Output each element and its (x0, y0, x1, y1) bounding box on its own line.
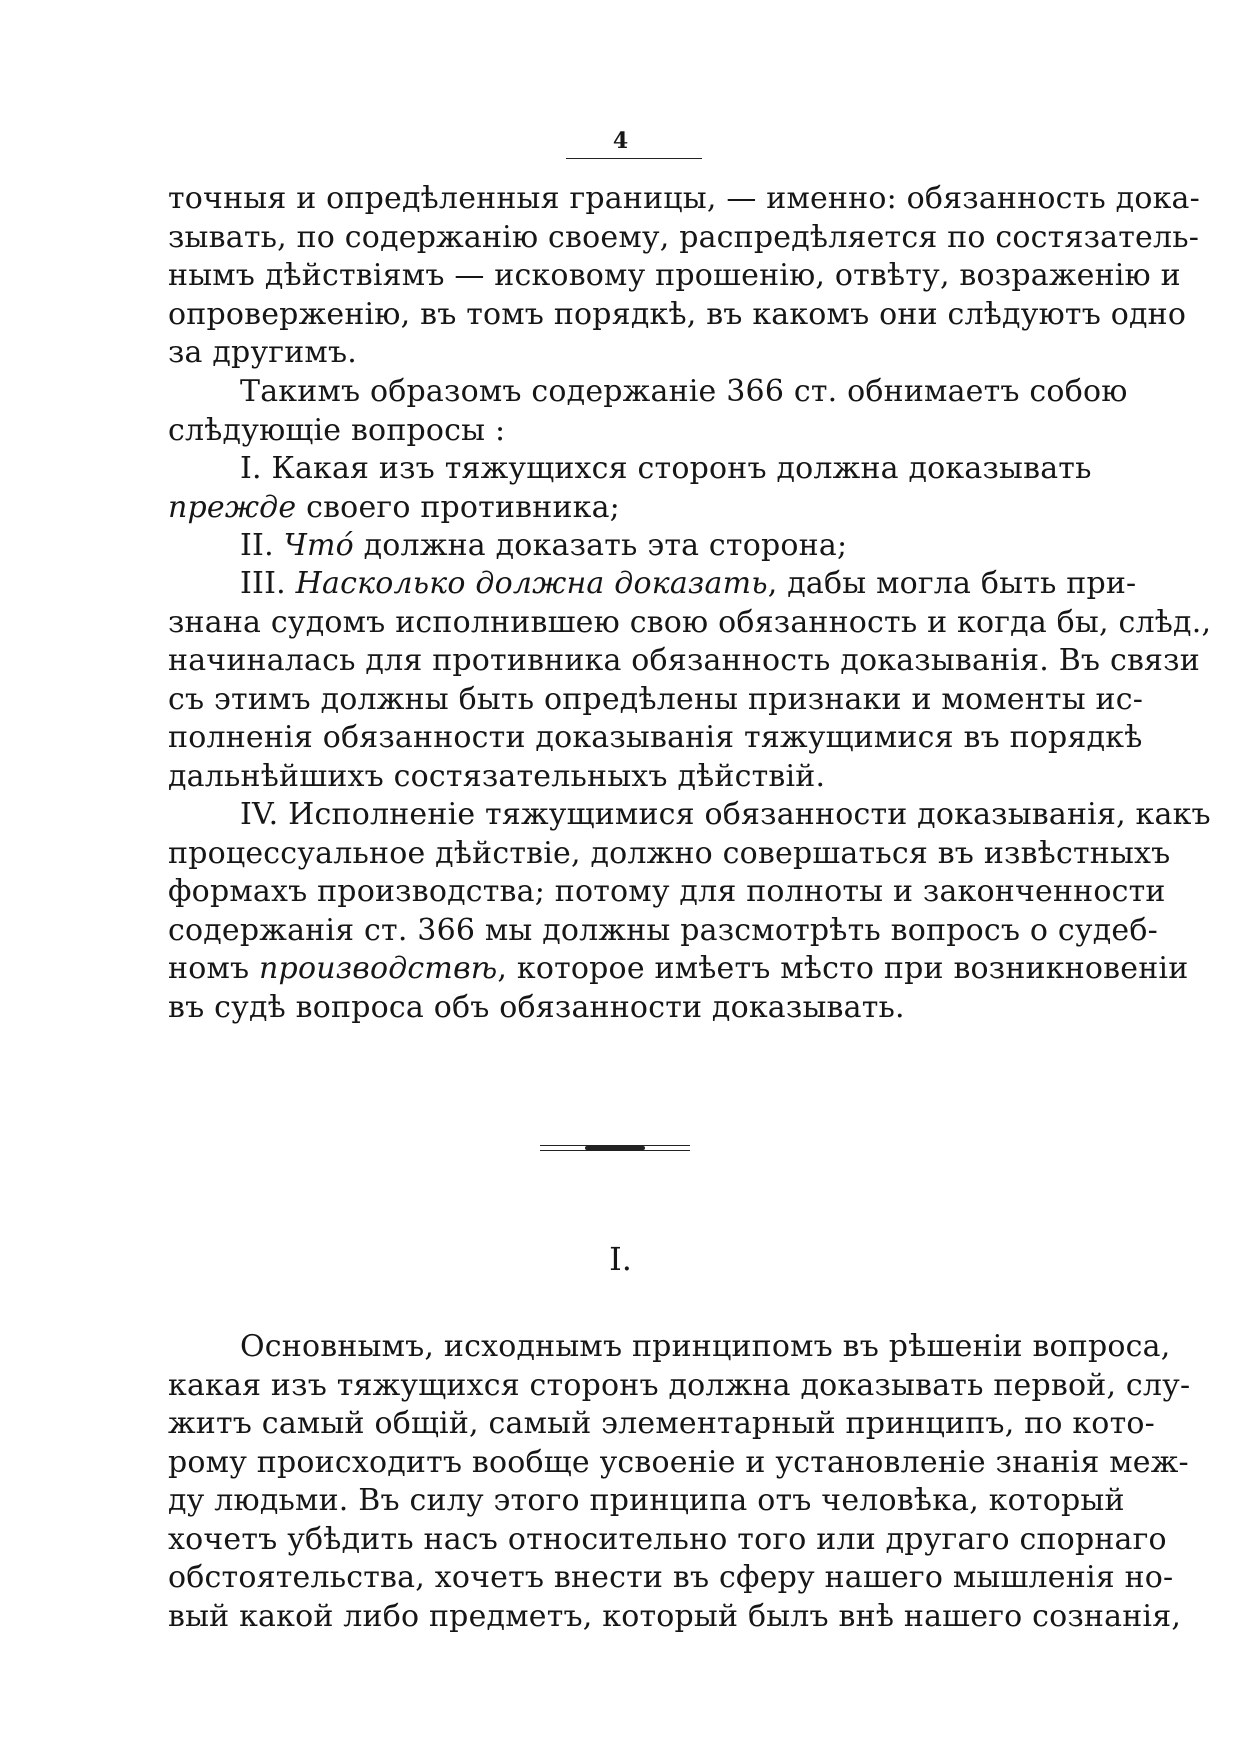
text-fragment: , дабы могла быть при- (767, 566, 1137, 601)
page-number-rule (566, 158, 702, 159)
text-line: за другимъ. (168, 335, 357, 370)
text-line: IV. Исполненіе тяжущимися обязанности доказыванія, какъ (240, 797, 1211, 832)
text-line: содержанія ст. 366 мы должны разсмотрѣть вопросъ о судеб- (168, 912, 1158, 948)
text-fragment: , которое имѣетъ мѣсто при возникновеніи (497, 951, 1189, 986)
text-fragment: номъ (168, 951, 260, 986)
text-line: дальнѣйшихъ состязательныхъ дѣйствій. (168, 758, 826, 794)
separator-rule (540, 1150, 690, 1151)
text-line: слѣдующіе вопросы : (168, 412, 506, 448)
text-line: вый какой либо предметъ, который былъ внѣ нашего сознанія, (168, 1598, 1182, 1634)
text-line: полненія обязанности доказыванія тяжущимися въ порядкѣ (168, 720, 1143, 755)
text-line (168, 565, 1137, 604)
emphasis: Что́ (283, 528, 354, 563)
emphasis: производствѣ (259, 951, 498, 986)
text-line: зывать, по содержанію своему, распредѣляется по состязатель- (168, 219, 1200, 255)
emphasis: Насколько должна доказать (295, 566, 768, 601)
section-separator (540, 1145, 690, 1153)
text-fragment: II. (240, 528, 284, 563)
text-line: рому происходитъ вообще усвоеніе и установленіе знанія меж- (168, 1444, 1189, 1480)
text-line: ду людьми. Въ силу этого принципа отъ человѣка, который (168, 1483, 1125, 1518)
section-paragraph (168, 1328, 1191, 1636)
text-fragment: своего противника; (296, 489, 620, 525)
text-line: точныя и опредѣленныя границы, — именно: обязанность дока- (168, 181, 1200, 216)
text-line: процессуальное дѣйствіе, должно совершаться въ извѣстныхъ (168, 835, 1171, 871)
text-line (168, 489, 1088, 528)
text-line (168, 950, 1189, 989)
text-line: опроверженію, въ томъ порядкѣ, въ какомъ они слѣдуютъ одно (168, 296, 1187, 332)
question-item-3 (168, 565, 1212, 796)
section-heading: I. (609, 1240, 632, 1278)
text-fragment: III. (240, 566, 296, 601)
text-line: I. Какая изъ тяжущихся сторонъ должна доказывать (240, 451, 1092, 486)
text-line: какая изъ тяжущихся сторонъ должна доказывать первой, слу- (168, 1367, 1191, 1403)
text-line: съ этимъ должны быть опредѣлены признаки и моменты ис- (168, 681, 1144, 717)
text-line: обстоятельства, хочетъ внести въ сферу нашего мышленія но- (168, 1560, 1174, 1595)
question-item-2 (168, 527, 1088, 566)
page-number: 4 (612, 128, 629, 154)
text-line (168, 527, 1088, 566)
emphasis: прежде (168, 489, 297, 525)
text-line: начиналась для противника обязанность доказыванія. Въ связи (168, 643, 1200, 678)
text-line: житъ самый общій, самый элементарный принципъ, по кото- (168, 1406, 1155, 1441)
paragraph-continuation (168, 180, 1200, 373)
text-line: Такимъ образомъ содержаніе 366 ст. обнимаетъ собою (240, 374, 1128, 409)
text-line: въ судѣ вопроса объ обязанности доказывать. (168, 989, 905, 1025)
question-item-1 (168, 450, 1092, 527)
question-item-4 (168, 796, 1211, 1027)
text-line: знана судомъ исполнившею свою обязанность и когда бы, слѣд., (168, 604, 1212, 640)
paragraph-intro (168, 373, 1128, 450)
text-fragment: должна доказать эта сторона; (353, 528, 848, 563)
text-line: формахъ производства; потому для полноты и законченности (168, 874, 1166, 909)
text-line: Основнымъ, исходнымъ принципомъ въ рѣшеніи вопроса, (240, 1329, 1171, 1364)
text-line: хочетъ убѣдить насъ относительно того или другаго спорнаго (168, 1521, 1167, 1557)
text-line: нымъ дѣйствіямъ — исковому прошенію, отвѣту, возраженію и (168, 258, 1181, 293)
